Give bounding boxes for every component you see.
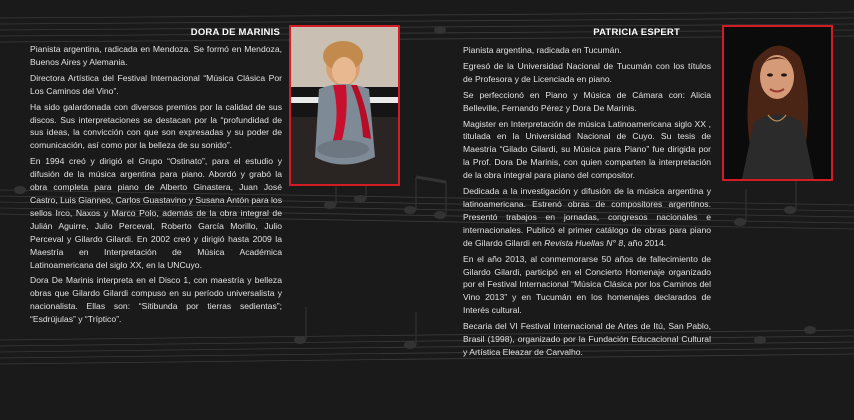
right-paragraph-text: , año 2014. bbox=[623, 237, 667, 248]
journal-title: Revista Huellas N° 8 bbox=[544, 237, 624, 248]
right-paragraph: Se perfeccionó en Piano y Música de Cámara con: Alicia Belleville, Fernando Pérez y Dora De Marinis. bbox=[463, 89, 711, 113]
right-paragraph: Pianista argentina, radicada en Tucumán. bbox=[463, 45, 622, 55]
left-paragraph: Directora Artística del Festival Internacional “Música Clásica Por Los Caminos del Vino”. bbox=[30, 72, 282, 96]
left-paragraph: Pianista argentina, radicada en Mendoza. Se formó en Mendoza, Buenos Aires y Alemania. bbox=[30, 44, 282, 67]
left-title: DORA DE MARINIS bbox=[190, 27, 280, 38]
right-paragraph: Becaria del VI Festival Internacional de Artes de Itú, San Pablo, Brasil (1998), organizado por la Fundación Educacional Cultural y Artística Eleazar de Carvalho. bbox=[463, 321, 711, 357]
right-paragraph: Egresó de la Universidad Nacional de Tucumán con los títulos de Profesora y de Licenciada en piano. bbox=[463, 60, 711, 84]
left-biography bbox=[30, 43, 282, 329]
portrait-photo-patricia bbox=[722, 25, 833, 181]
right-title: PATRICIA ESPERT bbox=[593, 27, 680, 38]
left-paragraph: Dora De Marinis interpreta en el Disco 1, con maestría y belleza obras que Gilardo Gilardi compuso en su período universalista y nacionalista. Ellas son: “Sitibunda por tierras sedientas”; “Esdrújulas” y “Tríptico”. bbox=[30, 275, 282, 325]
right-paragraph: Magister en Interpretación de música Latinoamericana siglo XX , titulada en la Universidad Nacional de Cuyo. Su tesis de Maestría “Gilado Gilardi, su Música para Piano” fue dirigida por la Prof. Dora De Marinis, con quien comparten la interpretación de la obra integral para piano del compositor. bbox=[463, 118, 711, 181]
right-paragraph-text: Dedicada a la investigación y difusión de la música argentina y latinoamericana. Estrenó obras de compositores argentinos. Presentó trabajos en jornadas, congresos nacionales e internacionales. Publicó el primer catálogo de obras para piano de Gilardo Gilardi en bbox=[463, 186, 711, 248]
right-paragraph bbox=[463, 185, 711, 250]
right-biography bbox=[463, 44, 711, 362]
portrait-photo-dora bbox=[289, 25, 400, 186]
left-paragraph: Ha sido galardonada con diversos premios por la calidad de sus discos. Sus interpretaciones se destacan por la “profundidad de sus ideas, la convicción con que son expresadas y su poder de comunicación, así como por la belleza de su sonido”. bbox=[30, 101, 282, 151]
left-paragraph: En 1994 creó y dirigió el Grupo “Ostinato”, para el estudio y difusión de la música argentina para piano. Abordó y grabó la obra completa para piano de Alberto Ginastera, Juan José Castro, Luis Gianneo, Carlos Guastavino y Susana Antón para los sellos Irco, Naxos y Marco Polo, además de la obra integral de Julián Aguirre, Julio Perceval, Roberto García Morillo, Julio Perceval y Gilardo Gilardi. En 2002 creó y dirigió hasta 2009 la Maestría en Interpretación de Música Académica Latinoamericana del siglo XX, en la UNCuyo. bbox=[30, 156, 282, 270]
right-paragraph: En el año 2013, al conmemorarse 50 años de fallecimiento de Gilardo Gilardi, participó en el Concierto Homenaje organizado por el Festival Internacional “Música Clásica por los Caminos del Vino 2013” y en Tucumán en los homenajes declarados de Interés cultural. bbox=[463, 253, 711, 316]
